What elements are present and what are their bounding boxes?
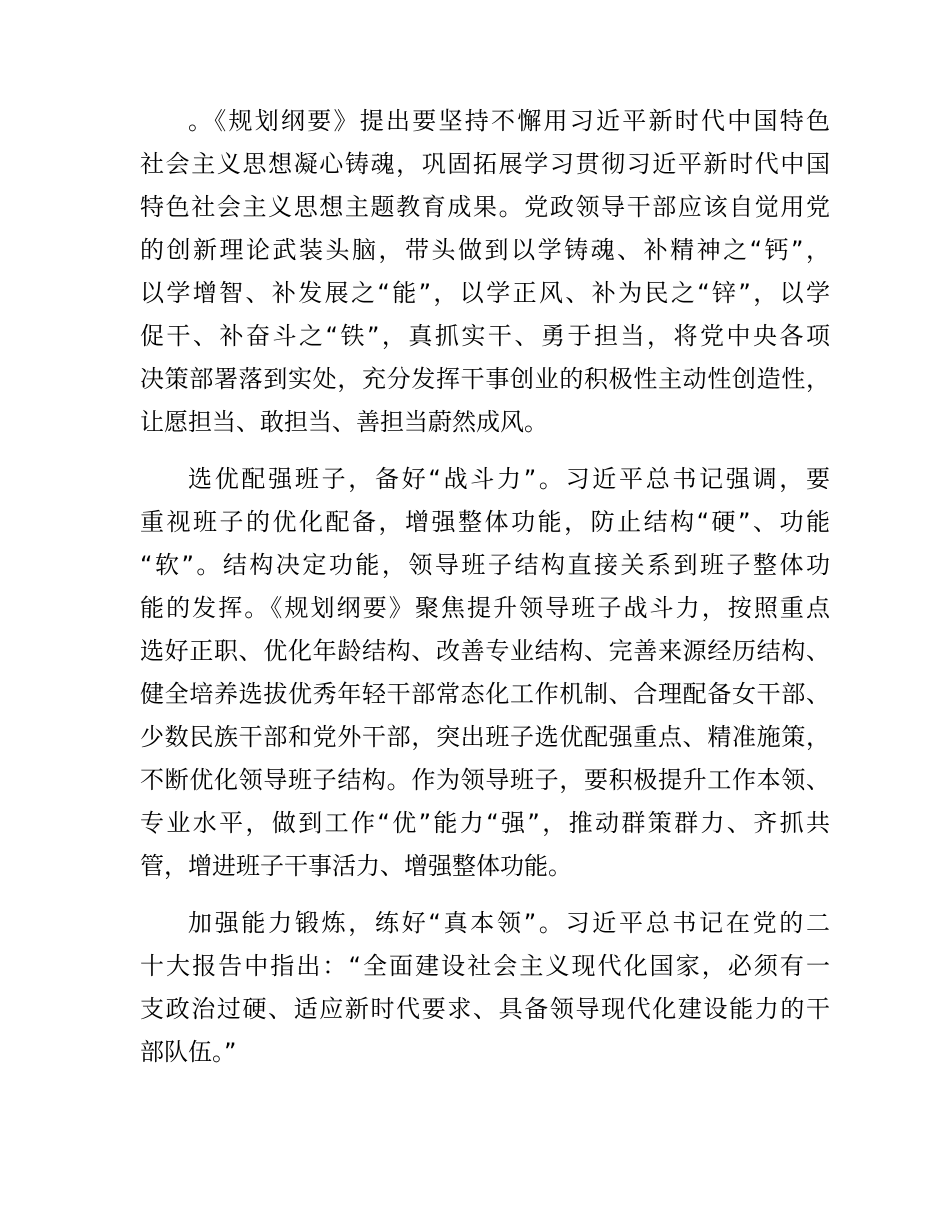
text-line: 支政治过硬、适应新时代要求、具备领导现代化建设能力的干 [140,995,830,1023]
text-line: 重视班子的优化配备，增强整体功能，防止结构“硬”、功能 [140,508,830,536]
paragraph-1 [140,100,830,444]
text-line: 加强能力锻炼，练好“真本领”。习近平总书记在党的二 [188,909,830,937]
text-line: 促干、补奋斗之“铁”，真抓实干、勇于担当，将党中央各项 [140,322,830,350]
text-line: 部队伍。” [140,1038,237,1066]
text-line: 少数民族干部和党外干部，突出班子选优配强重点、精准施策， [140,723,830,751]
text-line: 的创新理论武装头脑，带头做到以学铸魂、补精神之“钙”， [140,236,830,264]
paragraph-2 [140,458,830,888]
text-line: 健全培养选拔优秀年轻干部常态化工作机制、合理配备女干部、 [140,680,830,708]
text-line: 决策部署落到实处，充分发挥干事创业的积极性主动性创造性， [140,365,830,393]
document-body [140,100,830,1088]
text-line: 社会主义思想凝心铸魂，巩固拓展学习贯彻习近平新时代中国 [140,150,830,178]
paragraph-3 [140,902,830,1074]
text-line: 不断优化领导班子结构。作为领导班子，要积极提升工作本领、 [140,766,830,794]
text-line: 让愿担当、敢担当、善担当蔚然成风。 [140,408,548,436]
text-line: 十大报告中指出：“全面建设社会主义现代化国家，必须有一 [140,952,830,980]
text-line: 专业水平，做到工作“优”能力“强”，推动群策群力、齐抓共 [140,809,830,837]
text-line: 管，增进班子干事活力、增强整体功能。 [140,852,572,880]
text-line: 能的发挥。《规划纲要》聚焦提升领导班子战斗力，按照重点 [140,594,830,622]
text-line: 以学增智、补发展之“能”，以学正风、补为民之“锌”，以学 [140,279,830,307]
text-line: 选好正职、优化年龄结构、改善专业结构、完善来源经历结构、 [140,637,830,665]
text-line: 。《规划纲要》提出要坚持不懈用习近平新时代中国特色 [188,107,830,135]
text-line: 特色社会主义思想主题教育成果。党政领导干部应该自觉用党 [140,193,830,221]
text-line: 选优配强班子，备好“战斗力”。习近平总书记强调，要 [188,465,830,493]
text-line: “软”。结构决定功能，领导班子结构直接关系到班子整体功 [140,551,830,579]
